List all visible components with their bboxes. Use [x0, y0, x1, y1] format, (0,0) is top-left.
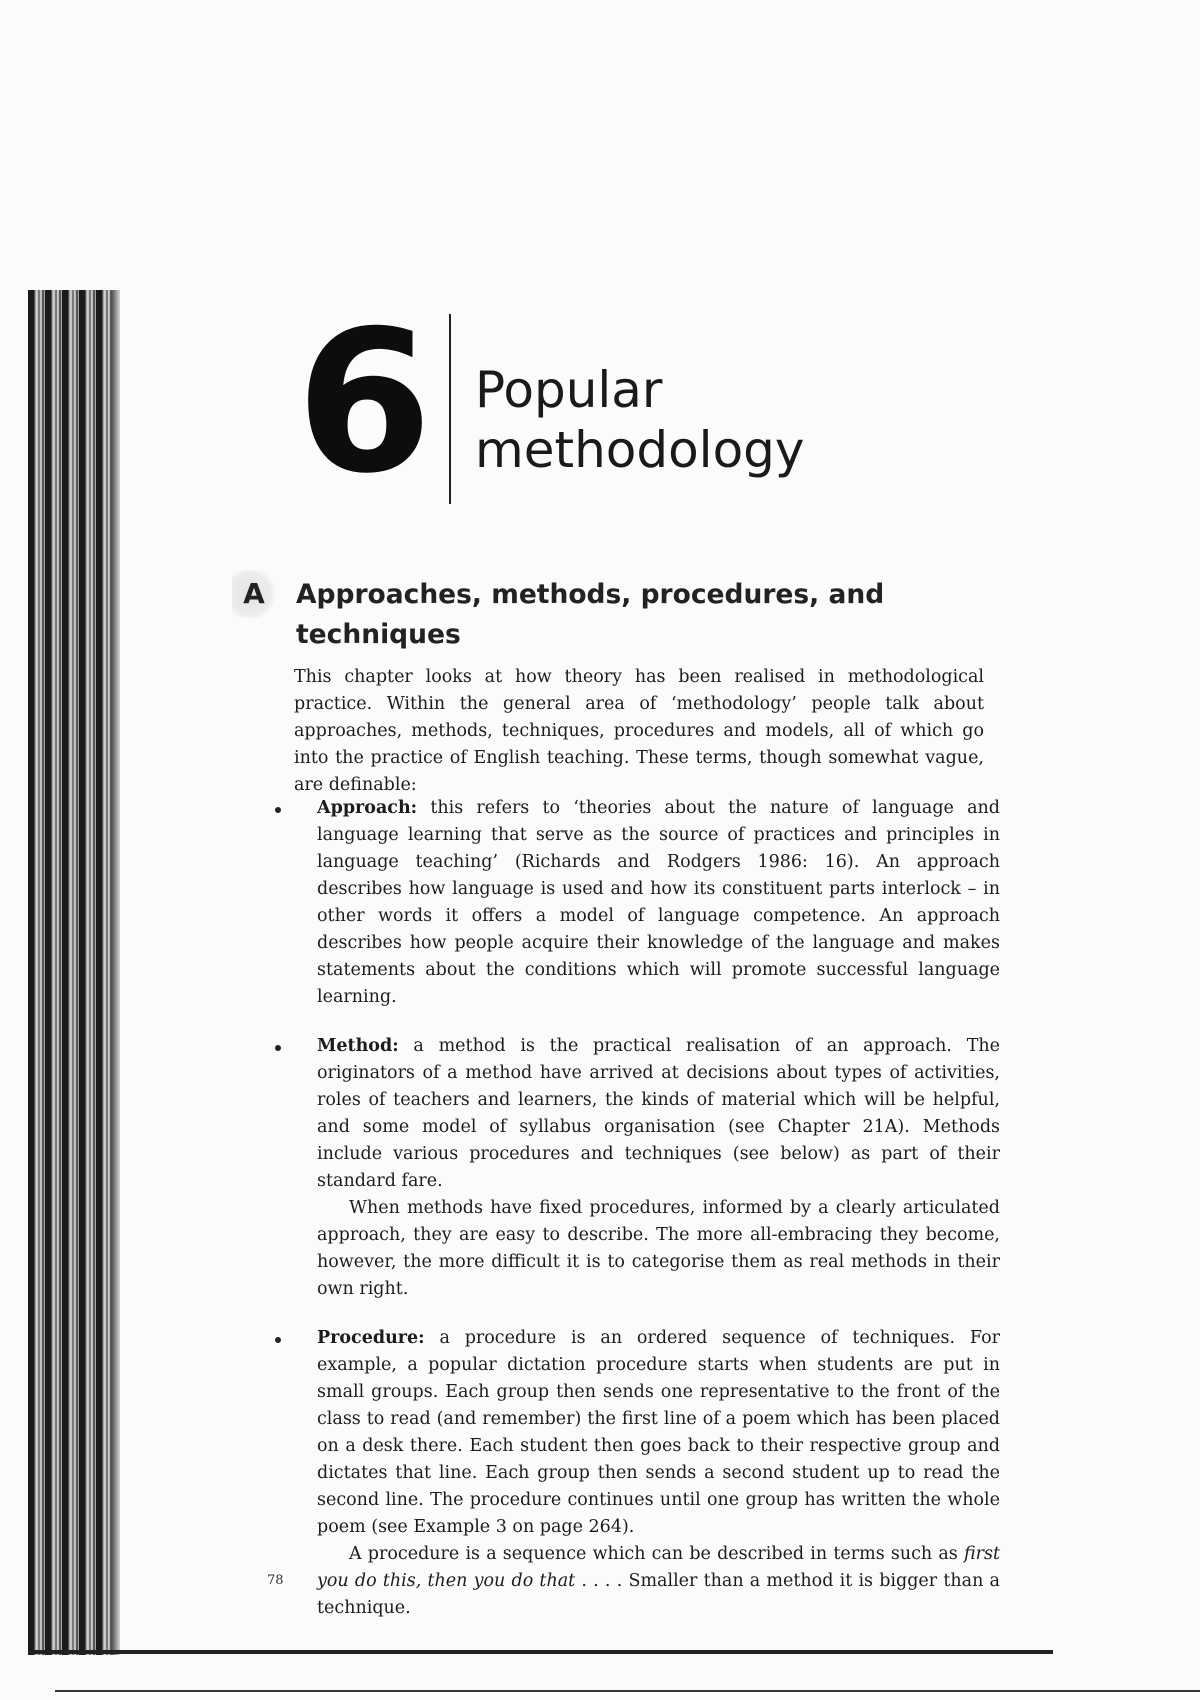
bullet-icon [275, 1045, 281, 1051]
intro-paragraph: This chapter looks at how theory has been realised in methodological practice. Within the general area of ‘methodology’ people talk about approaches, methods, techniques, procedures and models, all of which go into the practice of English teaching. These terms, though somewhat vague, are definable: [294, 667, 984, 795]
chapter-number: 6 [296, 289, 429, 517]
section-letter-badge: A [232, 570, 276, 618]
bullet-icon [275, 807, 281, 813]
scan-bottom-edge [55, 1690, 1200, 1692]
chapter-divider [449, 314, 451, 504]
book-spine-shadow [112, 290, 120, 1655]
procedure-paragraph-2 [317, 1541, 1000, 1622]
list-item-procedure [265, 1325, 1000, 1622]
term-approach: Approach: [317, 798, 418, 818]
approach-text: this refers to ‘theories about the nature of language and language learning that serve as the source of practices and principles in language teaching’ (Richards and Rodgers 1986: 16). An approach describes how language is used and how its constituent parts interlock – in other words it offers a model of language competence. An approach describes how people acquire their knowledge of the language and makes statements about the conditions which will promote successful language learning. [317, 798, 1000, 1007]
chapter-title-line-2: methodology [475, 421, 805, 479]
procedure-paragraph [317, 1325, 1000, 1541]
method-paragraph [317, 1033, 1000, 1195]
term-procedure: Procedure: [317, 1328, 425, 1348]
list-item-method [265, 1033, 1000, 1303]
definitions-list [265, 795, 1000, 1644]
chapter-title-line-1: Popular [475, 361, 663, 419]
list-item-approach [265, 795, 1000, 1011]
method-paragraph-2: When methods have fixed procedures, informed by a clearly articulated approach, they are easy to describe. The more all-embracing they become, however, the more difficult it is to categorise them as real methods in their own right. [317, 1198, 1000, 1299]
procedure-para2-end: . . . . Smaller than a method it is bigger than a technique. [317, 1571, 1000, 1618]
page-bottom-edge [28, 1650, 1053, 1654]
procedure-para2-italic: first you do this, then you do that [317, 1544, 1000, 1591]
procedure-para2-start: A procedure is a sequence which can be described in terms such as [349, 1544, 964, 1564]
procedure-text: a procedure is an ordered sequence of techniques. For example, a popular dictation procedure starts when students are put in small groups. Each group then sends one representative to the front of the class to read (and remember) the first line of a poem which has been placed on a desk there. Each student then goes back to their respective group and dictates that line. Each group then sends a second student up to read the second line. The procedure continues until one group has written the whole poem (see Example 3 on page 264). [317, 1328, 1000, 1537]
approach-paragraph [317, 795, 1000, 1011]
page-number: 78 [267, 1573, 284, 1588]
chapter-title [475, 360, 805, 480]
method-text: a method is the practical realisation of an approach. The originators of a method have arrived at decisions about types of activities, roles of teachers and learners, the kinds of material which will be helpful, and some model of syllabus organisation (see Chapter 21A). Methods include various procedures and techniques (see below) as part of their standard fare. [317, 1036, 1000, 1191]
section-heading: Approaches, methods, procedures, and techniques [296, 579, 885, 650]
term-method: Method: [317, 1036, 399, 1056]
book-spine-edge [28, 290, 120, 1655]
bullet-icon [275, 1337, 281, 1343]
